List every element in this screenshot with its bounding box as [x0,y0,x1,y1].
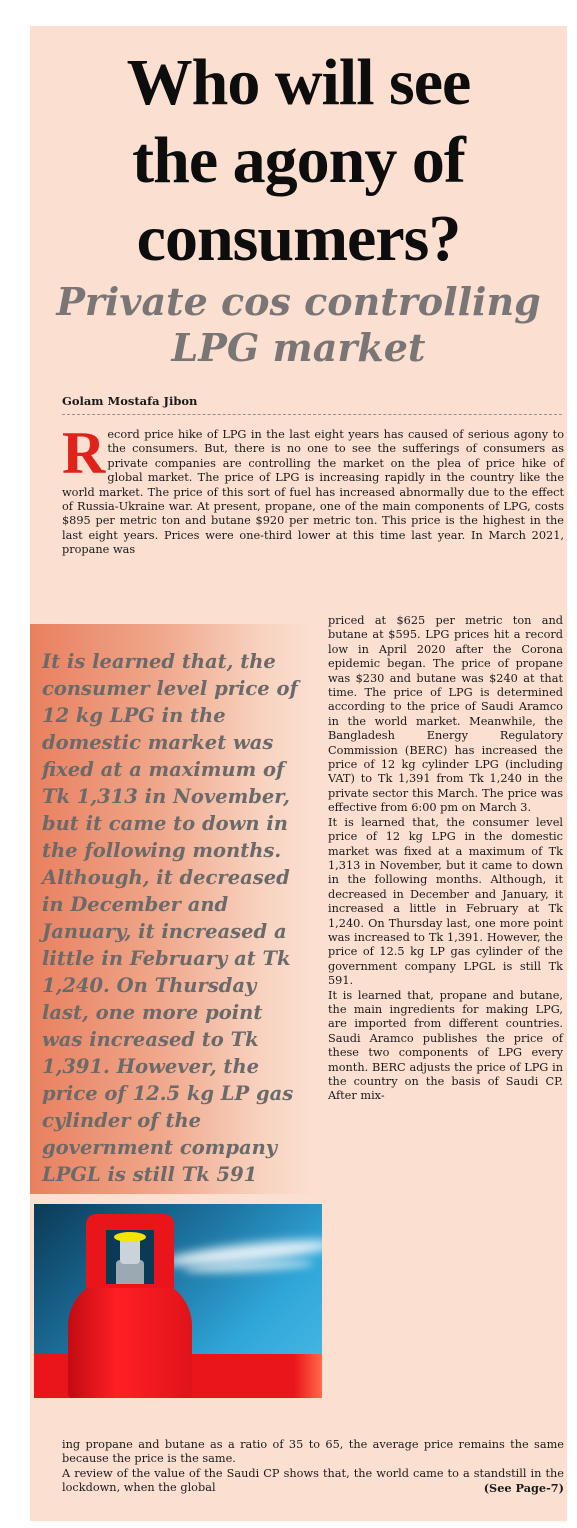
lead-text: ecord price hike of LPG in the last eight years has caused of serious agony to the consumers. But, there is no one to see the sufferings of consumers as private companies are controlling the market on the plea of price hike of global market. The price of LPG is increasing rapidly in the country like the world market. The price of this sort of fuel has increased abnormally due to the effect of Russia-Ukraine war. At present, propane, one of the main components of LPG, costs $895 per metric ton and butane $920 per metric ton. This price is the highest in the last eight years. Prices were one-third lower at this time last year. In March 2021, propane was [62,428,564,557]
pull-quote-box [30,624,318,1194]
right-column-paragraph-2: It is learned that, the consumer level price of 12 kg LPG in the domestic market was fixed at a maximum of Tk 1,313 in November, but it came to down in the following months. Although, it decreased in December and January, it increased a little in February at Tk 1,240. On Thursday last, one more point was increased to Tk 1,391. However, the price of 12.5 kg LP gas cylinder of the government company LPGL is still Tk 591. [328,815,563,988]
headline-line-3: consumers? [136,202,461,275]
bottom-paragraph-2 [62,1467,564,1496]
continued-on-page-label: (See Page-7) [483,1481,564,1496]
pull-quote: It is learned that, the consumer level price of 12 kg LPG in the domestic market was fixed at a maximum of Tk 1,313 in November, but it came to down in the following months. Although, it decreased in December and January, it increased a little in February at Tk 1,240. On Thursday last, one more point was increased to Tk 1,391. However, the price of 12.5 kg LP gas cylinder of the government company LPGL is still Tk 591 [42,650,298,1186]
right-column [328,614,563,1104]
bottom-paragraph-2-text: A review of the value of the Saudi CP shows that, the world came to a standstill in the lockdown, when the global [62,1466,564,1495]
right-column-paragraph-3: It is learned that, propane and butane, the main ingredients for making LPG, are imported from different countries. Saudi Aramco publishes the price of these two components of LPG every month. BERC adjusts the price of LPG in the country on the basis of Saudi CP. After mix- [328,988,563,1103]
right-column-paragraph-1: priced at $625 per metric ton and butane at $595. LPG prices hit a record low in April 2020 after the Corona epidemic began. The price of propane was $230 and butane was $240 at that time. The price of LPG is determined according to the price of Saudi Aramco in the world market. Meanwhile, the Bangladesh Energy Regulatory Commission (BERC) has increased the price of 12 kg cylinder LPG (including VAT) to Tk 1,391 from Tk 1,240 in the private sector this March. The price was effective from 6:00 pm on March 3. [328,614,563,815]
subheadline-line-2: LPG market [171,325,426,370]
headline [30,44,567,278]
newspaper-clipping [30,26,567,1521]
byline: Golam Mostafa Jibon [62,394,198,408]
lead-paragraph [62,420,564,558]
bottom-paragraphs [62,1438,564,1496]
cylinder-body [68,1278,192,1398]
drop-cap: R [62,420,106,486]
red-lpg-cylinder-image [34,1204,322,1398]
headline-line-2: the agony of [132,124,465,197]
subheadline [30,279,567,371]
headline-line-1: Who will see [126,46,471,119]
subheadline-line-1: Private cos controlling [56,279,541,324]
bottom-paragraph-1: ing propane and butane as a ratio of 35 to 65, the average price remains the same because the price is the same. [62,1438,564,1466]
byline-divider [62,414,562,415]
